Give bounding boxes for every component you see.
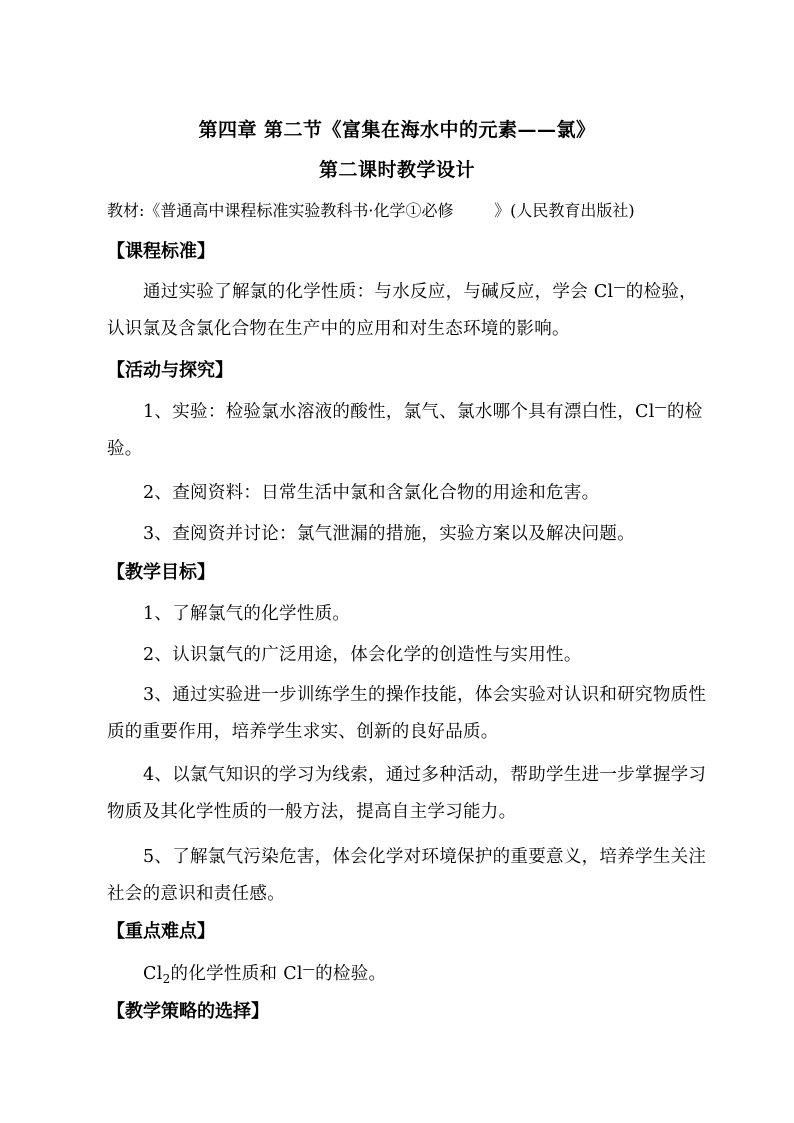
key-points-text: [107, 956, 707, 993]
activity-1-text-b: 的检验。: [107, 402, 703, 459]
heading-objectives: 【教学目标】: [107, 562, 215, 583]
heading-strategy: 【教学策略的选择】: [107, 1001, 269, 1022]
chloride-charge-sup: —: [654, 400, 667, 414]
curriculum-text-b: 的检验，认识氯及含氯化合物在生产中的应用和对生态环境的影响。: [107, 282, 697, 339]
objective-item-2: 2、认识氯气的广泛用途，体会化学的创造性与实用性。: [143, 645, 582, 665]
activity-item-1: [107, 394, 707, 468]
activity-1-text-a: 1、实验：检验氯水溶液的酸性，氯气、氯水哪个具有漂白性，Cl: [143, 402, 655, 422]
chlorine-subscript: 2: [162, 972, 171, 986]
key-points-text-b: 的化学性质和 Cl: [170, 964, 303, 984]
chloride-charge-sup: —: [302, 962, 316, 976]
curriculum-text-a: 通过实验了解氯的化学性质：与水反应，与碱反应，学会 Cl: [143, 282, 614, 302]
objective-item-5: 5、了解氯气污染危害，体会化学对环境保护的重要意义，培养学生关注社会的意识和责任感。: [107, 847, 707, 904]
activity-item-3: 3、查阅资并讨论：氯气泄漏的措施，实验方案以及解决问题。: [143, 524, 636, 544]
key-points-text-a: Cl: [143, 964, 163, 984]
activity-item-2: 2、查阅资料：日常生活中氯和含氯化合物的用途和危害。: [143, 483, 600, 503]
heading-curriculum-standard: 【课程标准】: [107, 241, 215, 262]
objective-item-1: 1、了解氯气的化学性质。: [143, 604, 351, 624]
document-subtitle: 第二课时教学设计: [318, 159, 475, 181]
textbook-source: 教材:《普通高中课程标准实验教科书·化学①必修 》(人民教育出版社): [107, 201, 635, 220]
chloride-charge-sup: —: [613, 280, 626, 294]
key-points-text-c: 的检验。: [315, 964, 387, 984]
objective-item-3: 3、通过实验进一步训练学生的操作技能，体会实验对认识和研究物质性质的重要作用，培养学生求实、创新的良好品质。: [107, 685, 707, 742]
objective-item-4: 4、以氯气知识的学习为线索，通过多种活动，帮助学生进一步掌握学习物质及其化学性质的一般方法，提高自主学习能力。: [107, 765, 707, 822]
heading-key-points: 【重点难点】: [107, 921, 215, 942]
heading-activities: 【活动与探究】: [107, 360, 233, 381]
document-title: 第四章 第二节《富集在海水中的元素——氯》: [198, 119, 596, 141]
curriculum-standard-text: [107, 274, 707, 348]
